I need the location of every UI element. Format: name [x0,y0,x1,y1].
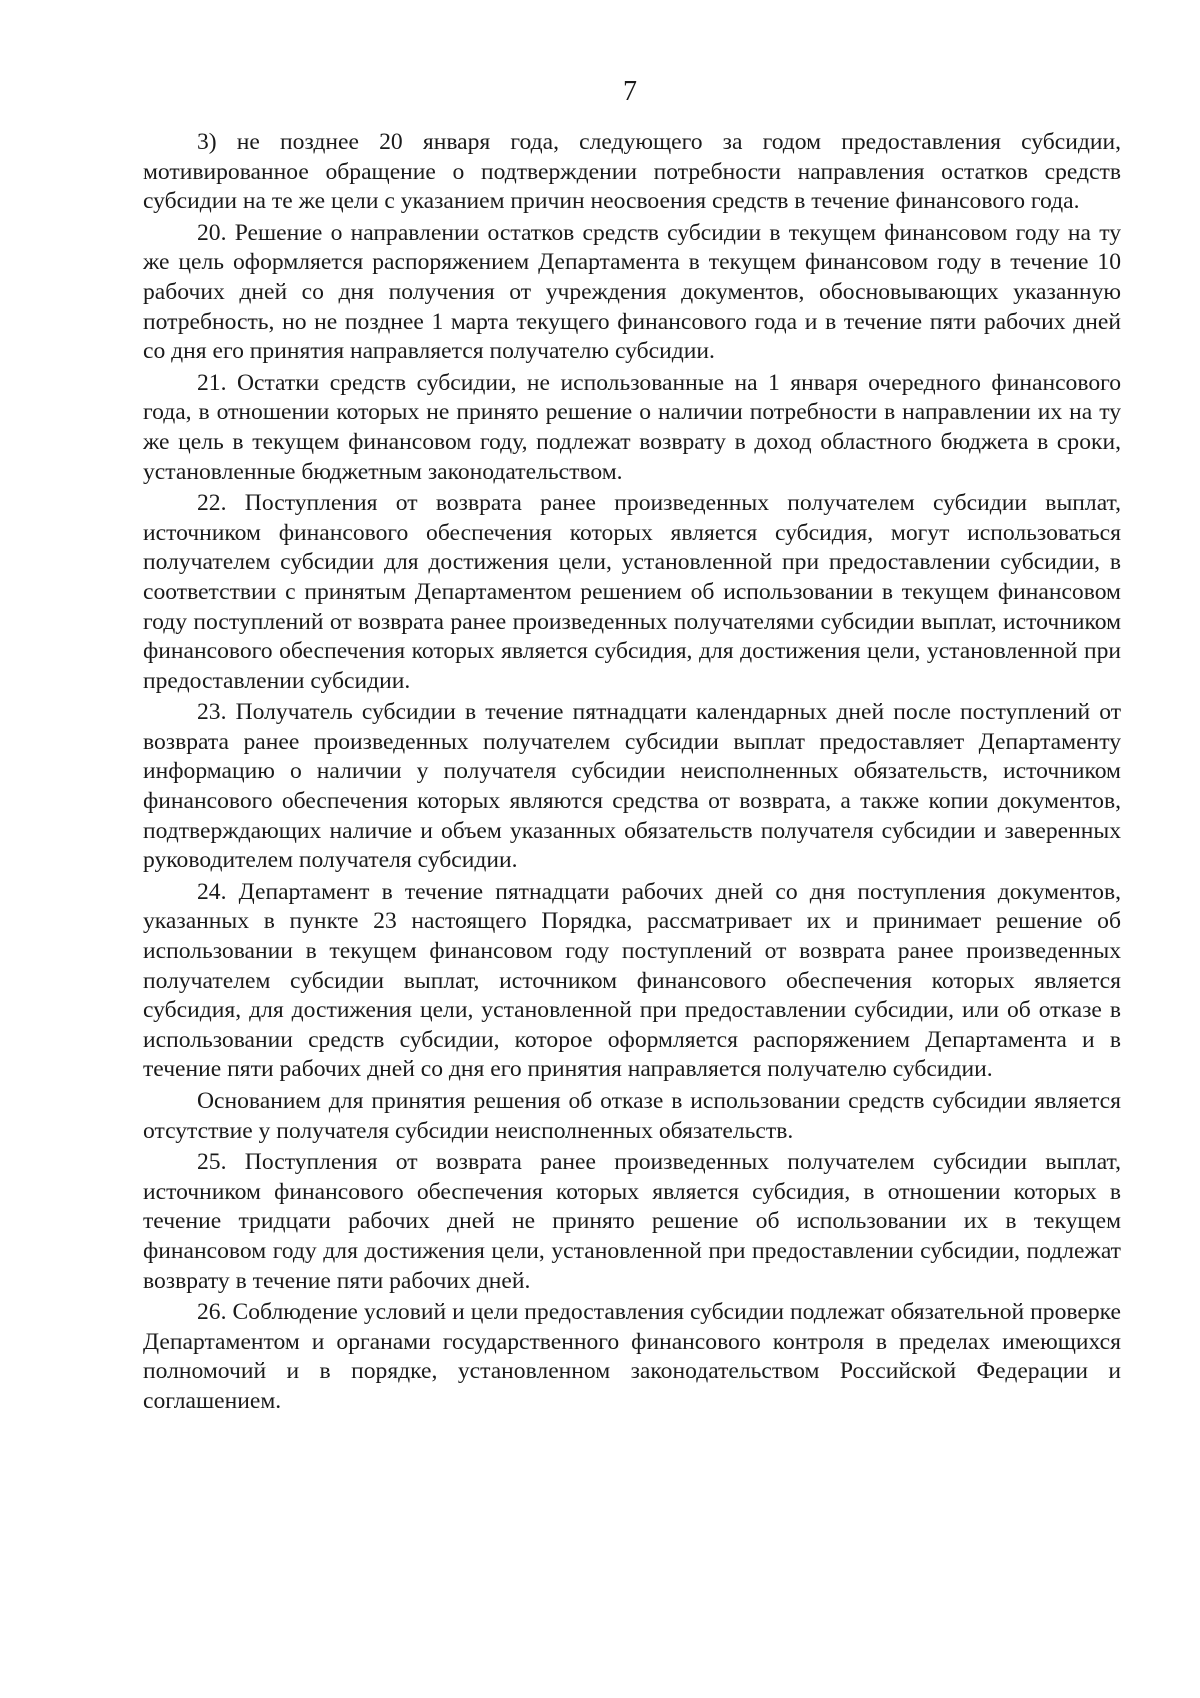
paragraph-item-3: 3) не позднее 20 января года, следующего за годом предоставления субсидии, мотивированное обращение о подтверждении потребности направления остатков средств субсидии на те же цели с указанием причин неосвоения средств в течение финансового года. [143,129,1121,215]
paragraph-24-refusal-basis: Основанием для принятия решения об отказе в использовании средств субсидии является отсутствие у получателя субсидии неисполненных обязательств. [143,1088,1121,1144]
paragraph-23: 23. Получатель субсидии в течение пятнадцати календарных дней после поступлений от возврата ранее произведенных получателем субсидии выплат предоставляет Департаменту информацию о наличии у получателя субсидии неисполненных обязательств, источником финансового обеспечения которых являются средства от возврата, а также копии документов, подтверждающих наличие и объем указанных обязательств получателя субсидии и заверенных руководителем получателя субсидии. [143,699,1121,874]
document-body [143,128,1121,1419]
page-number: 7 [623,76,637,107]
paragraph-24: 24. Департамент в течение пятнадцати рабочих дней со дня поступления документов, указанных в пункте 23 настоящего Порядка, рассматривает их и принимает решение об использовании в текущем финансовом году поступлений от возврата ранее произведенных получателем субсидии выплат, источником финансового обеспечения которых является субсидия, для достижения цели, установленной при предоставлении субсидии, или об отказе в использовании средств субсидии, которое оформляется распоряжением Департамента и в течение пяти рабочих дней со дня его принятия направляется получателю субсидии. [143,878,1121,1083]
paragraph-21: 21. Остатки средств субсидии, не использованные на 1 января очередного финансового года, в отношении которых не принято решение о наличии потребности в направлении их на ту же цель в текущем финансовом году, подлежат возврату в доход областного бюджета в сроки, установленные бюджетным законодательством. [143,369,1121,485]
paragraph-22: 22. Поступления от возврата ранее произведенных получателем субсидии выплат, источником финансового обеспечения которых является субсидия, могут использоваться получателем субсидии для достижения цели, установленной при предоставлении субсидии, в соответствии с принятым Департаментом решением об использовании в текущем финансовом году поступлений от возврата ранее произведенных получателями субсидии выплат, источником финансового обеспечения которых является субсидия, для достижения цели, установленной при предоставлении субсидии. [143,490,1121,694]
paragraph-26: 26. Соблюдение условий и цели предоставления субсидии подлежат обязательной проверке Департаментом и органами государственного финансового контроля в пределах имеющихся полномочий и в порядке, установленном законодательством Российской Федерации и соглашением. [143,1299,1121,1414]
paragraph-20: 20. Решение о направлении остатков средств субсидии в текущем финансовом году на ту же цель оформляется распоряжением Департамента в текущем финансовом году в течение 10 рабочих дней со дня получения от учреждения документов, обосновывающих указанную потребность, но не позднее 1 марта текущего финансового года и в течение пяти рабочих дней со дня его принятия направляется получателю субсидии. [143,219,1121,365]
paragraph-25: 25. Поступления от возврата ранее произведенных получателем субсидии выплат, источником финансового обеспечения которых является субсидия, в отношении которых в течение тридцати рабочих дней не принято решение об использовании их в текущем финансовом году для достижения цели, установленной при предоставлении субсидии, подлежат возврату в течение пяти рабочих дней. [143,1149,1121,1294]
